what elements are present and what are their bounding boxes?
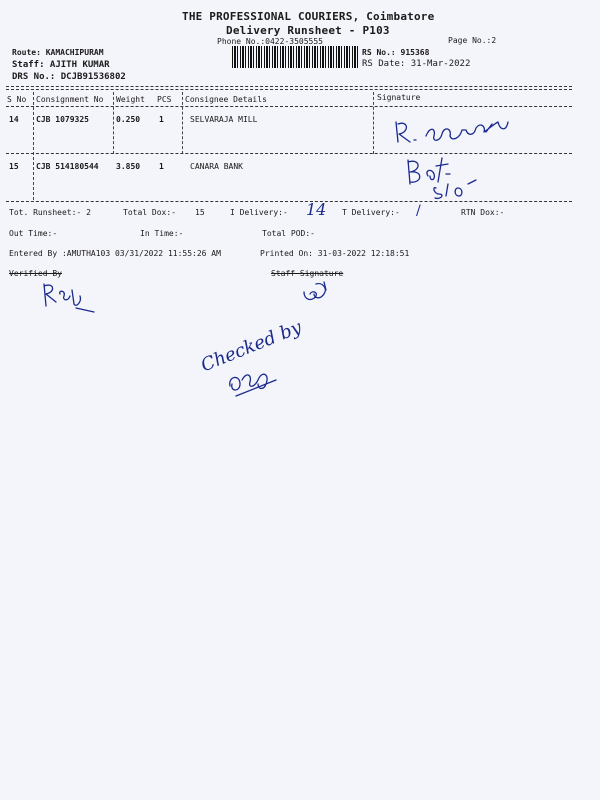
checked-by-note: Checked by [197,316,305,377]
page-number: Page No.:2 [448,36,497,45]
staff-signature [296,278,336,310]
separator-line [6,86,572,87]
col-header-sno: S No [7,95,27,104]
drs-number: DRS No.: DCJB91536802 [12,72,126,82]
staff-name: Staff: AJITH KUMAR [12,60,110,70]
col-header-pcs: PCS [157,95,172,104]
row-sno: 14 [9,115,19,124]
barcode [232,46,360,68]
row-consignment: CJB 1079325 [36,115,89,124]
signature-row-1 [390,112,530,148]
delivery-handwritten: 14 [306,200,327,219]
printed-on: Printed On: 31-03-2022 12:18:51 [260,249,410,258]
t-delivery-label: T Delivery:- [342,208,400,217]
column-divider [113,92,114,154]
entered-by: Entered By :AMUTHA103 03/31/2022 11:55:26 AM [9,249,221,258]
rtn-dox-label: RTN Dox:- [461,208,505,217]
total-dox-label: Total Dox:- [123,208,176,217]
col-header-signature: Signature [377,93,421,102]
column-divider [33,92,34,200]
row-consignee: CANARA BANK [190,162,243,171]
row-weight: 3.850 [116,162,141,171]
separator-line [6,201,572,202]
separator-line [6,89,572,90]
row-consignee: SELVARAJA MILL [190,115,258,124]
checked-by-signature [222,356,292,406]
total-pod: Total POD:- [262,229,315,238]
row-weight: 0.250 [116,115,141,124]
phone-number: Phone No.:0422-3505555 [217,37,323,46]
row-pcs: 1 [159,115,164,124]
signature-row-2 [398,154,498,204]
row-sno: 15 [9,162,19,171]
staff-signature-label: Staff Signature [271,269,344,278]
verified-by-label: Verified By [9,269,62,278]
total-runsheet: Tot. Runsheet:- 2 [9,208,91,217]
column-divider [182,92,183,154]
t-delivery-handwritten: / [416,203,421,219]
verifier-signature [34,280,104,320]
company-name: THE PROFESSIONAL COURIERS, Coimbatore [182,10,435,23]
col-header-consignment: Consignment No [36,95,104,104]
out-time: Out Time:- [9,229,58,238]
delivery-label: I Delivery:- [230,208,288,217]
separator-line [6,106,572,107]
total-dox-value: 15 [195,208,205,217]
runsheet-title: Delivery Runsheet - P103 [226,24,390,37]
col-header-weight: Weight [116,95,145,104]
column-divider [373,92,374,154]
row-pcs: 1 [159,162,164,171]
route: Route: KAMACHIPURAM [12,48,104,57]
col-header-consignee: Consignee Details [185,95,267,104]
rs-number: RS No.: 915368 [362,48,430,57]
rs-date: RS Date: 31-Mar-2022 [362,59,471,69]
row-consignment: CJB 514180544 [36,162,99,171]
in-time: In Time:- [140,229,184,238]
